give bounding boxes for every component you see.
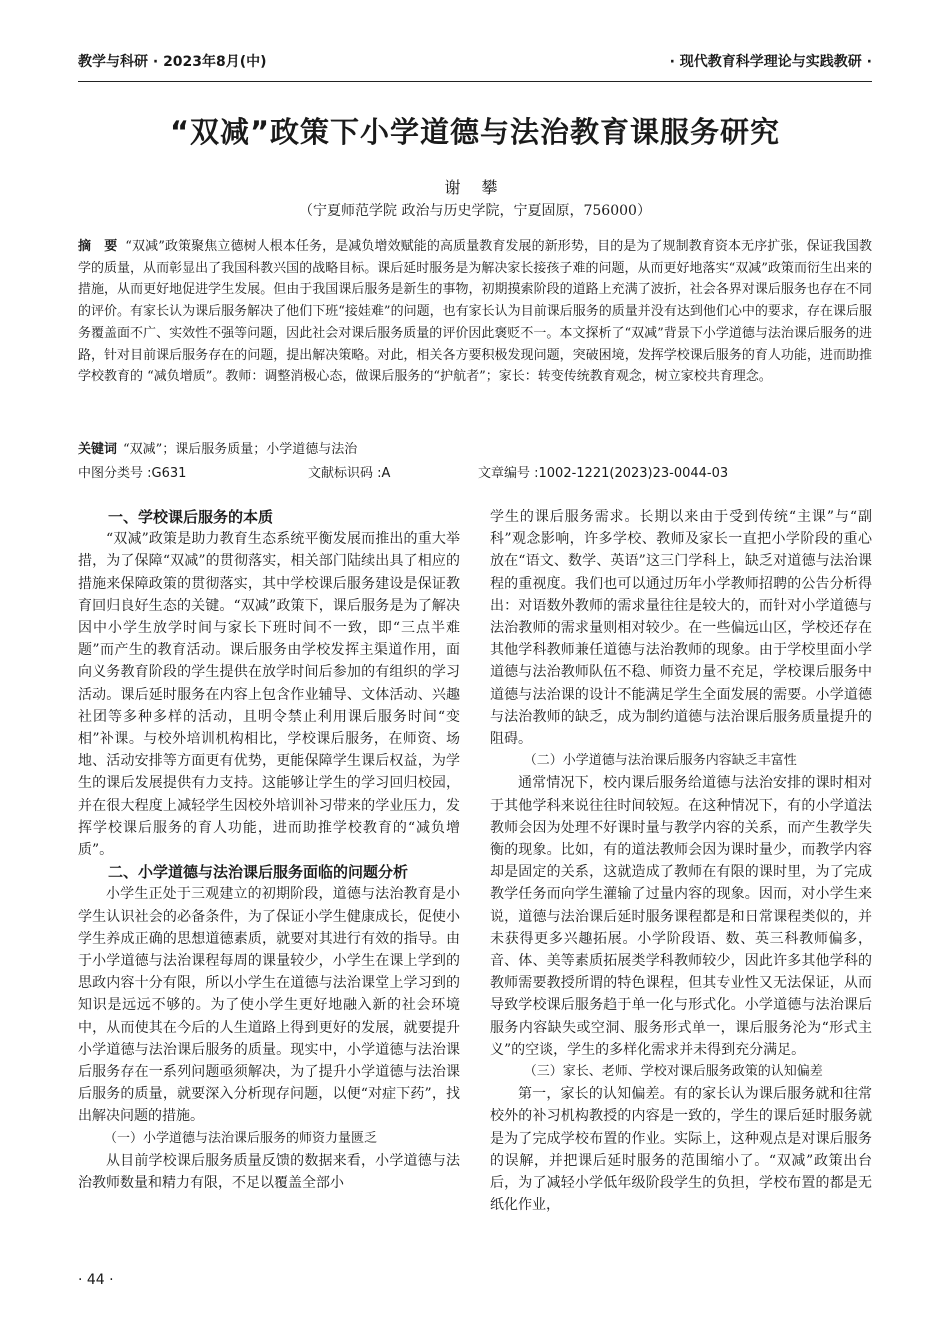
keywords-label: 关键词 — [78, 442, 118, 457]
subsection-heading: （二）小学道德与法治课后服务内容缺乏丰富性 — [523, 753, 797, 769]
keywords-text: “双减”；课后服务质量；小学道德与法治 — [123, 442, 358, 457]
author-affiliation: （宁夏师范学院 政治与历史学院，宁夏固原，756000） — [299, 203, 651, 219]
section-heading: 二、小学道德与法治课后服务面临的问题分析 — [108, 863, 409, 882]
paragraph: 通常情况下，校内课后服务给道德与法治安排的课时相对于其他学科来说往往时间较短。在这种情况下，有的小学道法教师会因为处理不好课时量与教学内容的关系，而产生教学失衡的现象。比如，有的道法教师会因为课时量少，而教学内容却是固定的关系，这就造成了教师在有限的课时里，为了完成教学任务而向学生灌输了过量内容的现象。因而，对小学生来说，道德与法治课后延时服务课程都是和日常课程类似的，并未获得更多兴趣拓展。小学阶段语、数、英三科教师偏多，音、体、美等素质拓展类学科教师较少，因此许多其他学科的教师需要教授所谓的特色课程，但其专业性又无法保证，从而导致学校课后服务趋于单一化与形式化。小学道德与法治课后服务内容缺失或空洞、服务形式单一，课后服务沦为“形式主义”的空谈，学生的多样化需求并未得到充分满足。 — [490, 775, 872, 1058]
classification-line — [78, 462, 872, 482]
paragraph: “双减”政策是助力教育生态系统平衡发展而推出的重大举措，为了保障“双减”的贯彻落实，相关部门陆续出具了相应的措施来保障政策的贯彻落实，其中学校课后服务建设是保证教育回归良好生态的关键。“双减”政策下，课后服务是为了解决因中小学生放学时间与家长下班时间不一致，即“三点半难题”而产生的教育活动。课后服务由学校发挥主渠道作用，面向义务教育阶段的学生提供在放学时间后参加的有组织的学习活动。课后延时服务在内容上包含作业辅导、文体活动、兴趣社团等多种多样的活动，且明令禁止利用课后服务时间“变相”补课。与校外培训机构相比，学校课后服务，在师资、场地、活动安排等方面更有优势，更能保障学生课后权益，为学生的课后发展提供有力支持。这能够让学生的学习回归校园，并在很大程度上减轻学生因校外培训补习带来的学业压力，发挥学校课后服务的育人功能，进而助推学校教育的“减负增质”。 — [78, 531, 460, 859]
article-title: “双减”政策下小学道德与法治教育课服务研究 — [169, 115, 781, 149]
journal-issue: 教学与科研 · 2023年8月(中) — [78, 54, 267, 70]
subsection-heading: （三）家长、老师、学校对课后服务政策的认知偏差 — [523, 1064, 823, 1080]
left-column — [78, 506, 460, 1194]
paragraph: 从目前学校课后服务质量反馈的数据来看，小学道德与法治教师数量和精力有限，不足以覆盖全部小 — [78, 1152, 460, 1192]
article-number: 文章编号 :1002-1221(2023)23-0044-03 — [478, 466, 729, 481]
abstract-text: “双减”政策聚焦立德树人根本任务，是减负增效赋能的高质量教育发展的新形势，目的是为了规制教育资本无序扩张，保证我国教学的质量，从而彰显出了我国科教兴国的战略目标。课后延时服务是为解决家长接孩子难的问题，从而更好地落实“双减”政策而衍生出来的措施，从而更好地促进学生发展。但由于我国课后服务是新生的事物，初期摸索阶段的道路上充满了波折，社会各界对课后服务也存在不同的评价。有家长认为课后服务解决了他们下班“接娃难”的问题，也有家长认为目前课后服务的质量并没有达到他们心中的要求，存在课后服务覆盖面不广、实效性不强等问题，因此社会对课后服务质量的评价因此褒贬不一。本文探析了“双减”背景下小学道德与法治课后服务的进路，针对目前课后服务存在的问题，提出解决策略。对此，相关各方要积极发现问题，突破困境，发挥学校课后服务的育人功能，进而助推学校教育的 “减负增质”。教师：调整消极心态，做课后服务的“护航者”；家长：转变传统教育观念，树立家校共育理念。 — [78, 239, 872, 385]
subsection-heading: （一）小学道德与法治课后服务的师资力量匮乏 — [104, 1130, 378, 1146]
column-name: · 现代教育科学理论与实践教研 · — [669, 54, 872, 70]
author-name: 谢 攀 — [444, 178, 506, 197]
page-number: · 44 · — [78, 1272, 114, 1288]
abstract-label: 摘 要 — [78, 239, 118, 254]
paragraph: 第一，家长的认知偏差。有的家长认为课后服务就和往常校外的补习机构教授的内容是一致的，学生的课后延时服务就是为了完成学校布置的作业。实际上，这种观点是对课后服务的误解，并把课后延时服务的范围缩小了。“双减”政策出台后，为了减轻小学低年级阶段学生的负担，学校布置的都是无纸化作业， — [490, 1086, 872, 1214]
section-heading: 一、学校课后服务的本质 — [108, 508, 274, 526]
keywords — [78, 440, 872, 460]
running-header — [78, 46, 872, 76]
clc-number: 中图分类号 :G631 — [78, 466, 187, 481]
paragraph: 小学生正处于三观建立的初期阶段，道德与法治教育是小学生认识社会的必备条件，为了保证小学生健康成长，促使小学生养成正确的思想道德素质，就要对其进行有效的指导。由于小学道德与法治课程每周的课量较少，小学生在课上学到的思政内容十分有限，所以小学生在道德与法治课堂上学习到的知识是远远不够的。为了使小学生更好地融入新的社会环境中，从而使其在今后的人生道路上得到更好的发展，就要提升小学道德与法治课后服务的质量。现实中，小学道德与法治课后服务存在一系列问题亟须解决，为了提升小学道德与法治课后服务的质量，就要深入分析现存问题，以便“对症下药”，找出解决问题的措施。 — [78, 886, 460, 1125]
document-code: 文献标识码 :A — [308, 466, 391, 481]
right-column — [490, 506, 872, 1217]
header-divider — [78, 81, 872, 82]
abstract — [78, 236, 872, 388]
paragraph: 学生的课后服务需求。长期以来由于受到传统“主课”与“副科”观念影响，许多学校、教师及家长一直把小学阶段的重心放在“语文、数学、英语”这三门学科上，缺乏对道德与法治课程的重视度。我们也可以通过历年小学教师招聘的公告分析得出：对语数外教师的需求量往往是较大的，而针对小学道德与法治教师的需求量则相对较少。在一些偏远山区，学校还存在其他学科教师兼任道德与法治教师的现象。由于学校里面小学道德与法治教师队伍不稳、师资力量不充足，学校课后服务中道德与法治课的设计不能满足学生全面发展的需要。小学道德与法治教师的缺乏，成为制约道德与法治课后服务质量提升的阻碍。 — [490, 509, 872, 748]
